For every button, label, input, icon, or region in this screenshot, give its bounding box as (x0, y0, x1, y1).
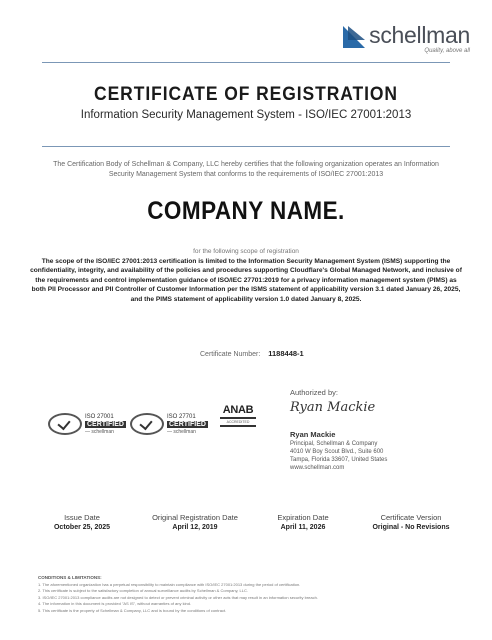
anab-word: ANAB (222, 404, 254, 416)
iso-27001-badge (48, 413, 126, 435)
signer-details (290, 440, 387, 472)
signature: Ryan Mackie (290, 400, 376, 415)
expiration-date-value: April 11, 2026 (280, 524, 326, 531)
schellman-logo-icon (343, 26, 365, 48)
certificate-version (356, 513, 466, 531)
certificate-number-label: Certificate Number: (200, 351, 261, 358)
checkmark-icon (130, 413, 164, 435)
certificate-subtitle: Information Security Management System - ISO/IEC 27001:2013 (80, 109, 412, 121)
company-name: COMPANY NAME. (147, 197, 345, 225)
badge-issuer: — schellman (167, 428, 196, 435)
middle-divider (42, 146, 450, 147)
badge-certified: CERTIFIED (87, 420, 124, 428)
signer-address-line-2: Tampa, Florida 33607, United States (290, 457, 388, 463)
signer-website: www.schellman.com (290, 465, 345, 471)
issue-date-value: October 25, 2025 (53, 524, 111, 531)
signer-name: Ryan Mackie (290, 430, 336, 439)
brand-tagline: Quality, above all (424, 48, 470, 54)
badge-issuer: — schellman (85, 428, 114, 435)
condition-item: 4. The information in this document is provided "AS IS", without warranties of any kind. (38, 601, 192, 606)
version-value: Original - No Revisions (372, 524, 450, 531)
version-label: Certificate Version (380, 513, 442, 522)
certificate-number-value: 1188448-1 (268, 349, 304, 358)
condition-item: 1. The aforementioned organization has a perpetual responsibility to maintain compliance with ISO/IEC 27001:2013 during the period of certification. (38, 581, 301, 587)
signer-title: Principal, Schellman & Company (290, 441, 378, 447)
anab-divider (220, 425, 256, 427)
expiration-date (258, 513, 348, 531)
authorized-label: Authorized by: (290, 388, 338, 397)
checkmark-icon (48, 413, 82, 435)
original-registration-date (140, 513, 250, 531)
certificate-number (200, 349, 304, 358)
scope-lead: for the following scope of registration (193, 248, 299, 255)
original-date-value: April 12, 2019 (172, 524, 218, 531)
brand-name: schellman (369, 22, 470, 48)
conditions-heading: CONDITIONS & LIMITATIONS: (38, 575, 102, 580)
iso-27701-badge (130, 413, 208, 435)
anab-divider (220, 417, 256, 419)
issue-date-label: Issue Date (64, 513, 100, 522)
condition-item: 2. This certificate is subject to the satisfactory completion of annual surveillance audits by Schellman & Company, LLC. (38, 588, 248, 593)
brand-logo (343, 22, 470, 54)
expiration-date-label: Expiration Date (277, 513, 329, 522)
badge-iso: ISO 27001 (85, 413, 114, 420)
condition-item: 5. This certificate is the property of Schellman & Company, LLC and is bound by the conditions of contract. (38, 607, 227, 613)
top-divider (42, 62, 450, 63)
conditions-and-limitations (38, 575, 458, 614)
intro-statement: The Certification Body of Schellman & Company, LLC hereby certifies that the following organization operates an Information Security Management System that conforms to the requirements of ISO/IEC 27001:2013 (53, 161, 439, 178)
condition-item: 3. ISO/IEC 27001:2013 compliance audits are not designed to detect or prevent criminal activity or other acts that may result in an information security breach. (38, 594, 318, 600)
scope-text: The scope of the ISO/IEC 27001:2013 certification is limited to the Information Security Management System (ISMS) supporting the confidentiality, integrity, and availability of the policies and procedures supporting Cloudflare's Global Managed Network, and inclusive of the requirements and control implementation guidance of ISO/IEC 27701:2019 for a privacy information management system (PIMS) as both PII Processor and PII Controller of Customer Information per the ISMS statement of applicability version 3.1 dated January 26, 2025, and the PIMS statement of applicability version 1.0 dated January 8, 2025. (30, 258, 462, 303)
issue-date (32, 513, 132, 531)
anab-sub: ACCREDITED (226, 420, 250, 424)
badge-certified: CERTIFIED (169, 420, 206, 428)
badge-iso: ISO 27701 (167, 413, 196, 420)
signer-address-line-1: 4010 W Boy Scout Blvd., Suite 600 (290, 449, 384, 455)
certificate-title: CERTIFICATE OF REGISTRATION (94, 84, 398, 105)
original-date-label: Original Registration Date (152, 513, 238, 522)
anab-accreditation-logo (216, 404, 260, 430)
